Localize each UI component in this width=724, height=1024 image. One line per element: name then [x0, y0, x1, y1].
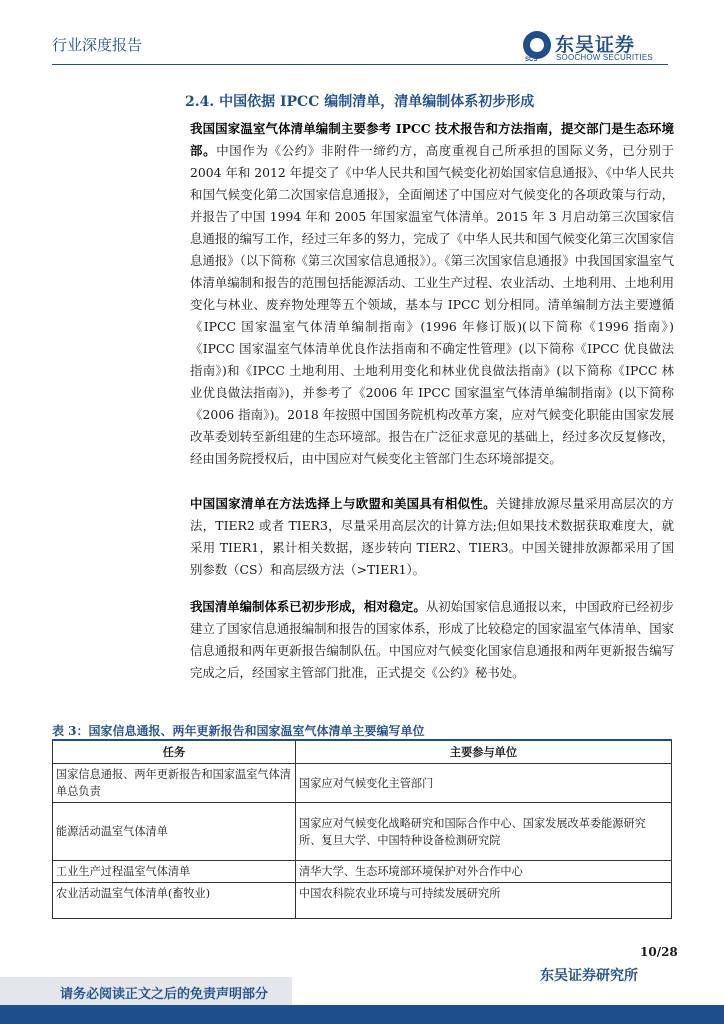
- logo-chinese-name: 东吴证券: [555, 34, 636, 56]
- table-cell: 能源活动温室气体清单: [53, 803, 296, 861]
- paragraph-lead: 我国清单编制体系已初步形成，相对稳定。: [190, 599, 426, 614]
- table-header-row: [53, 740, 672, 764]
- paragraph-body: 从初始国家信息通报以来，中国政府已经初步建立了国家信息通报编制和报告的国家体系，形成了比较稳定的国家温室气体清单、国家信息通报和两年更新报告编制队伍。中国应对气候变化国家信息通报和两年更新报告编写完成之后，经国家主管部门批准，正式提交《公约》秘书处。: [190, 599, 675, 680]
- table-row: [53, 883, 672, 919]
- units-table: [52, 739, 672, 919]
- logo-english-name: SOOCHOW SECURITIES: [556, 53, 653, 62]
- table-cell: 国家应对气候变化战略研究和国际合作中心、国家发展改革委能源研究所、复旦大学、中国特种设备检测研究院: [296, 803, 672, 861]
- table-cell: 工业生产过程温室气体清单: [53, 861, 296, 883]
- company-logo: [523, 31, 669, 63]
- logo-mark-text: SCS: [525, 57, 538, 63]
- table-cell: 国家信息通报、两年更新报告和国家温室气体清单总负责: [53, 764, 296, 803]
- table-cell: 清华大学、生态环境部环境保护对外合作中心: [296, 861, 672, 883]
- table-caption: 表 3：国家信息通报、两年更新报告和国家温室气体清单主要编写单位: [52, 724, 425, 738]
- paragraph-body: 中国作为《公约》非附件一缔约方，高度重视自己所承担的国际义务，已分别于 2004 年和 2012 年提交了《中华人民共和国气候变化初始国家信息通报》、《中华人民共和国气候变化第二次国家信息通报》，全面阐述了中国应对气候变化的各项政策与行动，并报告了中国 1994 年和 2005 年国家温室气体清单。2015 年 3 月启动第三次国家信息通报的编写工作，经过三年多的努力，完成了《中华人民共和国气候变化第三次国家信息通报》（以下简称《第三次国家信息通报》）。《第三次国家信息通报》中我国国家温室气体清单编制和报告的范围包括能源活动、工业生产过程、农业活动、土地利用、土地利用变化与林业、废弃物处理等五个领域，基本与 IPCC 划分相同。清单编制方法主要遵循《IPCC 国家温室气体清单编制指南》(1996 年修订版)(以下简称《1996 指南》)《IPCC 国家温室气体清单优良作法指南和不确定性管理》(以下简称《IPCC 优良做法指南》)和《IPCC 土地利用、土地利用变化和林业优良做法指南》(以下简称《IPCC 林业优良做法指南》)，并参考了《2006 年 IPCC 国家温室气体清单编制指南》(以下简称《2006 指南》)。2018 年按照中国国务院机构改革方案，应对气候变化职能由国家发展改革委划转至新组建的生态环境部。报告在广泛征求意见的基础上，经过多次反复修改，经由国务院授权后，由中国应对气候变化主管部门生态环境部提交。: [190, 143, 675, 466]
- paragraph: [190, 596, 674, 684]
- table-header-cell: 主要参与单位: [296, 740, 672, 764]
- paragraph-body: 关键排放源尽量采用高层次的方法，TIER2 或者 TIER3，尽量采用高层次的计算方法;但如果技术数据获取难度大，就采用 TIER1，累计相关数据，逐步转向 TIER2、TIER3。中国关键排放源都采用了国别参数（CS）和高层级方法（>TIER1）。: [190, 496, 675, 577]
- table-cell: 国家应对气候变化主管部门: [296, 764, 672, 803]
- header-report-type: 行业深度报告: [52, 36, 143, 54]
- section-title: 2.4. 中国依据 IPCC 编制清单，清单编制体系初步形成: [185, 94, 535, 110]
- disclaimer-text: 请务必阅读正文之后的免责声明部分: [60, 987, 269, 1002]
- table-cell: 农业活动温室气体清单(畜牧业): [53, 883, 296, 919]
- table-header-cell: 任务: [53, 740, 296, 764]
- table-row: [53, 861, 672, 883]
- header-divider: [52, 64, 668, 65]
- table-cell: 中国农科院农业环境与可持续发展研究所: [296, 883, 672, 919]
- footer-firm: 东吴证券研究所: [540, 968, 638, 984]
- paragraph: [190, 493, 674, 581]
- footer-bar: [0, 1005, 724, 1024]
- logo-mark-icon: [523, 31, 551, 59]
- paragraph-lead: 我国国家温室气体清单编制主要参考 IPCC 技术报告和方法指南，提交部门是生态环境部。: [190, 121, 674, 158]
- paragraph-lead: 中国国家清单在方法选择上与欧盟和美国具有相似性。: [190, 496, 496, 511]
- paragraph: [190, 118, 674, 470]
- page-number: 10/28: [640, 945, 678, 959]
- table-row: [53, 764, 672, 803]
- table-row: [53, 803, 672, 861]
